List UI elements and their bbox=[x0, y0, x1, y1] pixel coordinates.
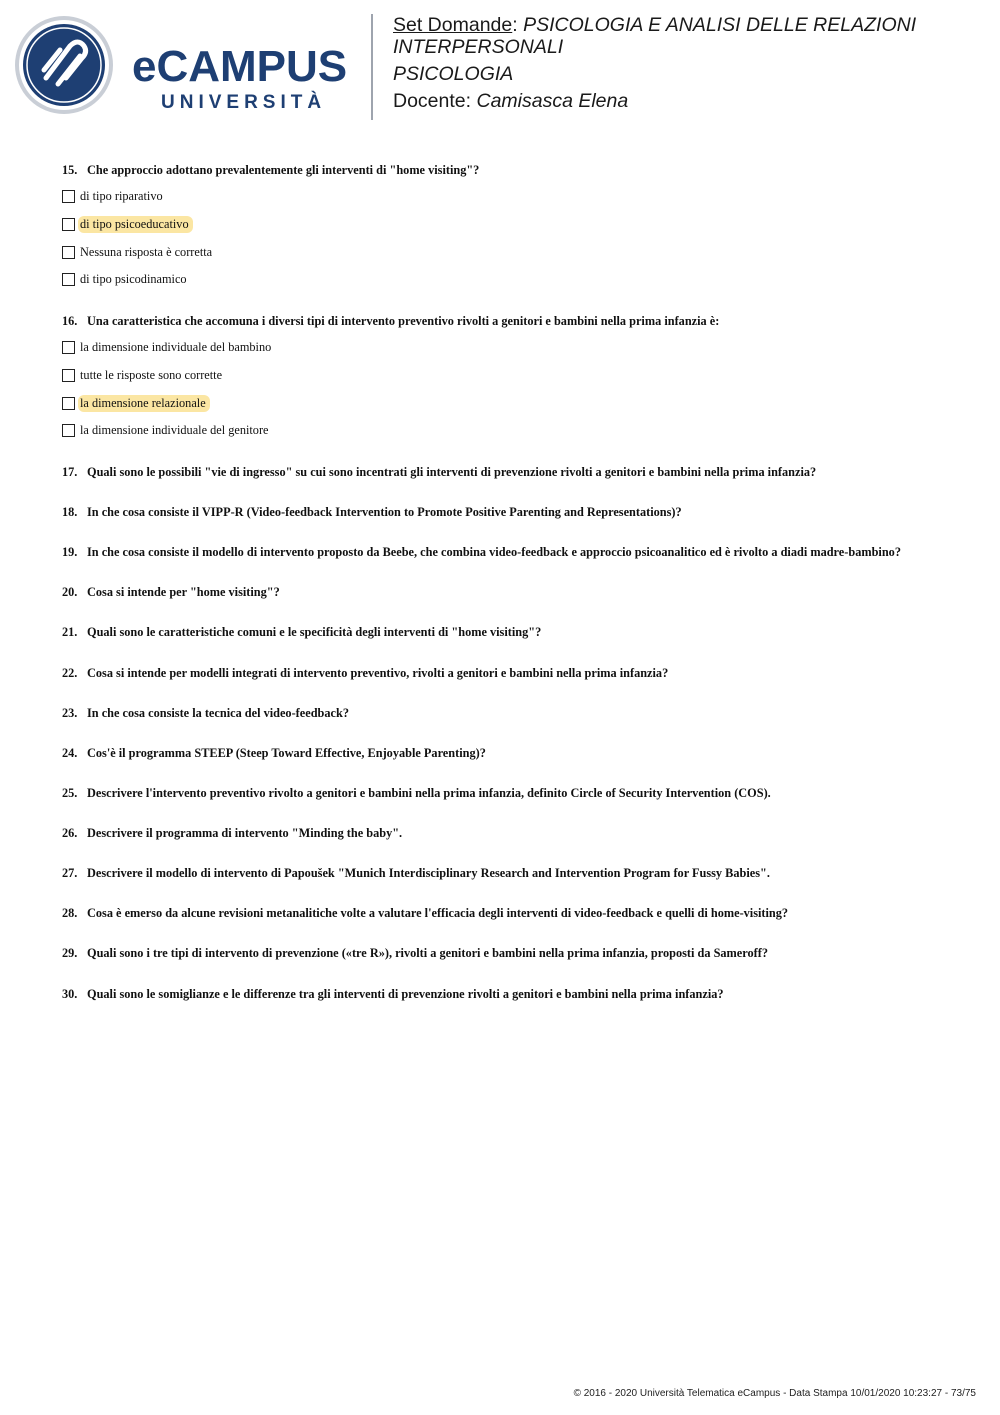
question-28 bbox=[62, 906, 982, 921]
answer-text-highlighted: di tipo psicoeducativo bbox=[78, 216, 193, 233]
logo-brand: eCAMPUS bbox=[132, 42, 348, 91]
question-number: 17. bbox=[62, 465, 78, 479]
answer-text: la dimensione individuale del bambino bbox=[80, 340, 272, 354]
answer-text: di tipo psicodinamico bbox=[80, 272, 187, 286]
question-21 bbox=[62, 625, 982, 640]
question-text: Cosa è emerso da alcune revisioni metanalitiche volte a valutare l'efficacia degli interventi di video-feedback e quelli di home-visiting? bbox=[87, 906, 789, 920]
question-text: Cos'è il programma STEEP (Steep Toward Effective, Enjoyable Parenting)? bbox=[87, 746, 486, 760]
header-info bbox=[393, 14, 983, 112]
answer-option[interactable] bbox=[62, 244, 214, 261]
answer-option-correct[interactable] bbox=[62, 395, 210, 412]
question-text: Quali sono i tre tipi di intervento di prevenzione («tre R»), rivolti a genitori e bambini nella prima infanzia, proposti da Sameroff? bbox=[87, 946, 768, 960]
question-text: In che cosa consiste la tecnica del video-feedback? bbox=[87, 706, 349, 720]
logo-subtitle: UNIVERSITÀ bbox=[161, 92, 327, 113]
question-text: In che cosa consiste il modello di intervento proposto da Beebe, che combina video-feedback e approccio psicoanalitico ed è rivolto a diadi madre-bambino? bbox=[87, 545, 901, 559]
question-text: Descrivere il modello di intervento di Papoušek "Munich Interdisciplinary Research and Intervention Program for Fussy Babies". bbox=[87, 866, 770, 880]
question-number: 22. bbox=[62, 666, 78, 680]
question-22 bbox=[62, 666, 982, 681]
course-title-cont: INTERPERSONALI bbox=[393, 36, 564, 58]
question-17 bbox=[62, 465, 982, 480]
answer-option[interactable] bbox=[62, 271, 189, 288]
question-30 bbox=[62, 987, 982, 1002]
question-number: 28. bbox=[62, 906, 78, 920]
question-number: 20. bbox=[62, 585, 78, 599]
question-25 bbox=[62, 786, 982, 801]
question-29 bbox=[62, 946, 982, 961]
checkbox[interactable] bbox=[62, 190, 75, 203]
answer-text: Nessuna risposta è corretta bbox=[80, 245, 213, 259]
question-number: 18. bbox=[62, 505, 78, 519]
question-text: Descrivere l'intervento preventivo rivolto a genitori e bambini nella prima infanzia, definito Circle of Security Intervention (COS). bbox=[87, 786, 771, 800]
answer-text: di tipo riparativo bbox=[80, 189, 163, 203]
answer-option[interactable] bbox=[62, 188, 165, 205]
course-title: PSICOLOGIA E ANALISI DELLE RELAZIONI bbox=[523, 14, 917, 36]
question-number: 23. bbox=[62, 706, 78, 720]
question-26 bbox=[62, 826, 982, 841]
question-number: 19. bbox=[62, 545, 78, 559]
teacher-label: Docente: bbox=[393, 90, 472, 112]
question-number: 26. bbox=[62, 826, 78, 840]
question-20 bbox=[62, 585, 982, 600]
answer-text-highlighted: la dimensione relazionale bbox=[78, 395, 210, 412]
question-16 bbox=[62, 314, 982, 329]
question-text: Che approccio adottano prevalentemente gli interventi di "home visiting"? bbox=[87, 163, 480, 177]
question-18 bbox=[62, 505, 982, 520]
answer-option[interactable] bbox=[62, 339, 273, 356]
question-number: 25. bbox=[62, 786, 78, 800]
question-27 bbox=[62, 866, 982, 881]
checkbox[interactable] bbox=[62, 246, 75, 259]
question-number: 15. bbox=[62, 163, 78, 177]
answer-option[interactable] bbox=[62, 367, 224, 384]
teacher-line bbox=[393, 90, 983, 112]
question-15 bbox=[62, 163, 982, 178]
checkbox[interactable] bbox=[62, 369, 75, 382]
teacher-name: Camisasca Elena bbox=[476, 90, 629, 112]
answer-option-correct[interactable] bbox=[62, 216, 193, 233]
checkbox[interactable] bbox=[62, 218, 75, 231]
question-number: 21. bbox=[62, 625, 78, 639]
answer-text: la dimensione individuale del genitore bbox=[80, 423, 269, 437]
question-number: 30. bbox=[62, 987, 78, 1001]
question-number: 27. bbox=[62, 866, 78, 880]
question-text: Descrivere il programma di intervento "Minding the baby". bbox=[87, 826, 403, 840]
answer-text: tutte le risposte sono corrette bbox=[80, 368, 223, 382]
question-text: Cosa si intende per "home visiting"? bbox=[87, 585, 280, 599]
question-text: Una caratteristica che accomuna i diversi tipi di intervento preventivo rivolti a genitori e bambini nella prima infanzia è: bbox=[87, 314, 720, 328]
set-separator: : bbox=[512, 14, 518, 36]
question-19 bbox=[62, 545, 982, 560]
question-text: Cosa si intende per modelli integrati di intervento preventivo, rivolti a genitori e bambini nella prima infanzia? bbox=[87, 666, 669, 680]
question-24 bbox=[62, 746, 982, 761]
question-23 bbox=[62, 706, 982, 721]
checkbox[interactable] bbox=[62, 397, 75, 410]
question-text: Quali sono le possibili "vie di ingresso" su cui sono incentrati gli interventi di prevenzione rivolti a genitori e bambini nella prima infanzia? bbox=[87, 465, 817, 479]
checkbox[interactable] bbox=[62, 424, 75, 437]
ecampus-logo bbox=[14, 14, 359, 116]
header-divider bbox=[371, 14, 373, 120]
question-number: 29. bbox=[62, 946, 78, 960]
checkbox[interactable] bbox=[62, 341, 75, 354]
question-number: 16. bbox=[62, 314, 78, 328]
course-line bbox=[393, 14, 983, 36]
question-text: Quali sono le caratteristiche comuni e le specificità degli interventi di "home visiting"? bbox=[87, 625, 542, 639]
answer-option[interactable] bbox=[62, 422, 271, 439]
question-number: 24. bbox=[62, 746, 78, 760]
page-footer: © 2016 - 2020 Università Telematica eCampus - Data Stampa 10/01/2020 10:23:27 - 73/75 bbox=[573, 1388, 976, 1399]
checkbox[interactable] bbox=[62, 273, 75, 286]
subject: PSICOLOGIA bbox=[393, 63, 514, 85]
question-text: Quali sono le somiglianze e le differenze tra gli interventi di prevenzione rivolti a genitori e bambini nella prima infanzia? bbox=[87, 987, 724, 1001]
question-text: In che cosa consiste il VIPP-R (Video-feedback Intervention to Promote Positive Parenting and Representations)? bbox=[87, 505, 682, 519]
ecampus-logo-graphic bbox=[14, 14, 359, 116]
set-label: Set Domande bbox=[393, 14, 513, 36]
